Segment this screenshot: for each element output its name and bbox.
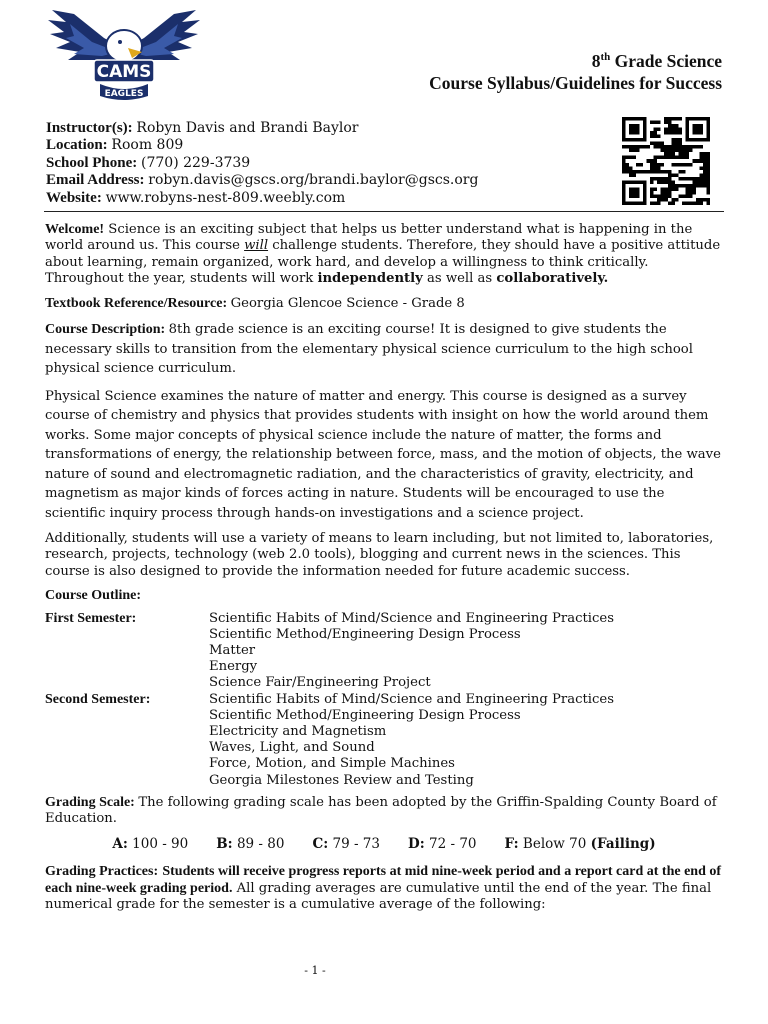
second-semester-list bbox=[209, 692, 723, 789]
email-row: Email Address: robyn.davis@gscs.org/brandi.baylor@gscs.org bbox=[46, 172, 479, 189]
first-semester-label: First Semester: bbox=[45, 610, 137, 626]
list-item: Waves, Light, and Sound bbox=[209, 740, 375, 756]
list-item: Scientific Method/Engineering Design Process bbox=[209, 626, 521, 642]
course-description-paragraph: Course Description: 8th grade science is an exciting course! It is designed to give students the necessary skills to transition from the elementary physical science curriculum to the high school physical science curriculum. bbox=[45, 322, 693, 377]
contact-info bbox=[46, 120, 478, 207]
list-item: Scientific Habits of Mind/Science and Engineering Practices bbox=[209, 610, 614, 626]
qr-code-icon bbox=[622, 117, 710, 205]
phone-row: School Phone: (770) 229-3739 bbox=[46, 154, 251, 171]
grade-c: C: 79 - 73 bbox=[312, 835, 380, 852]
list-item: Scientific Habits of Mind/Science and Engineering Practices bbox=[209, 691, 614, 707]
header-divider bbox=[44, 211, 724, 212]
website-row: Website: www.robyns-nest-809.weebly.com bbox=[46, 189, 346, 206]
list-item: Force, Motion, and Simple Machines bbox=[209, 756, 455, 772]
grading-scale-paragraph: Grading Scale: The following grading scale has been adopted by the Griffin-Spalding County Board of Education. bbox=[45, 794, 717, 827]
course-outline bbox=[45, 611, 723, 789]
list-item: Energy bbox=[209, 659, 258, 675]
syllabus-body bbox=[45, 222, 723, 921]
course-outline-heading: Course Outline: bbox=[45, 588, 142, 604]
cams-eagles-logo bbox=[44, 8, 204, 104]
list-item: Scientific Method/Engineering Design Process bbox=[209, 707, 521, 723]
logo-text-top: CAMS bbox=[96, 62, 152, 82]
website-link[interactable]: www.robyns-nest-809.weebly.com bbox=[105, 189, 346, 206]
location-row: Location: Room 809 bbox=[46, 137, 184, 154]
grade-f: F: Below 70 (Failing) bbox=[504, 835, 656, 852]
page-number: - 1 - bbox=[304, 964, 326, 977]
textbook-paragraph: Textbook Reference/Resource: Georgia Glencoe Science - Grade 8 bbox=[45, 295, 465, 311]
welcome-paragraph: Welcome! Science is an exciting subject that helps us better understand what is happening in the world around us. This course will challenge students. Therefore, they should have a positive attitude about learning, remain organized, work hard, and develop a willingness to think critically. Throughout the year, students will work independently as well as collaboratively. bbox=[45, 222, 721, 287]
list-item: Matter bbox=[209, 643, 256, 659]
grade-d: D: 72 - 70 bbox=[408, 835, 477, 852]
second-semester-label: Second Semester: bbox=[45, 691, 151, 707]
title-line-2: Course Syllabus/Guidelines for Success bbox=[429, 72, 722, 93]
additionally-paragraph: Additionally, students will use a variety of means to learn including, but not limited to, laboratories, research, projects, technology (web 2.0 tools), blogging and current news in the sciences. This course is also designed to provide the information needed for future academic success. bbox=[45, 531, 714, 579]
grade-a: A: 100 - 90 bbox=[112, 835, 189, 852]
physical-science-paragraph: Physical Science examines the nature of matter and energy. This course is designed as a survey course of chemistry and physics that provides students with insight on how the world around them works. Some major concepts of physical science include the nature of matter, the forms and transformations of energy, the relationship between force, mass, and the motion of objects, the wave nature of sound and electromagnetic radiation, and the characteristics of gravity, electricity, and magnetism as major kinds of forces acting in nature. Students will be encouraged to use the scientific inquiry process through hands-on investigations and a science project. bbox=[45, 388, 721, 521]
list-item: Georgia Milestones Review and Testing bbox=[209, 772, 474, 788]
title-line-1: 8th Grade Science bbox=[591, 50, 722, 71]
grading-practices-paragraph: Grading Practices: Students will receive progress reports at mid nine-week period and a report card at the end of each nine-week grading period. All grading averages are cumulative until the end of the year. The final numerical grade for the semester is a cumulative average of the following: bbox=[45, 864, 722, 912]
grade-b: B: 89 - 80 bbox=[216, 835, 285, 852]
email-link[interactable]: robyn.davis@gscs.org/brandi.baylor@gscs.org bbox=[148, 172, 479, 189]
instructor-row: Instructor(s): Robyn Davis and Brandi Baylor bbox=[46, 120, 359, 136]
list-item: Science Fair/Engineering Project bbox=[209, 675, 431, 691]
page-title bbox=[429, 46, 722, 94]
list-item: Electricity and Magnetism bbox=[209, 724, 387, 740]
grade-scale-row bbox=[45, 836, 723, 852]
logo-text-bottom: EAGLES bbox=[104, 89, 144, 99]
first-semester-list bbox=[209, 611, 723, 692]
